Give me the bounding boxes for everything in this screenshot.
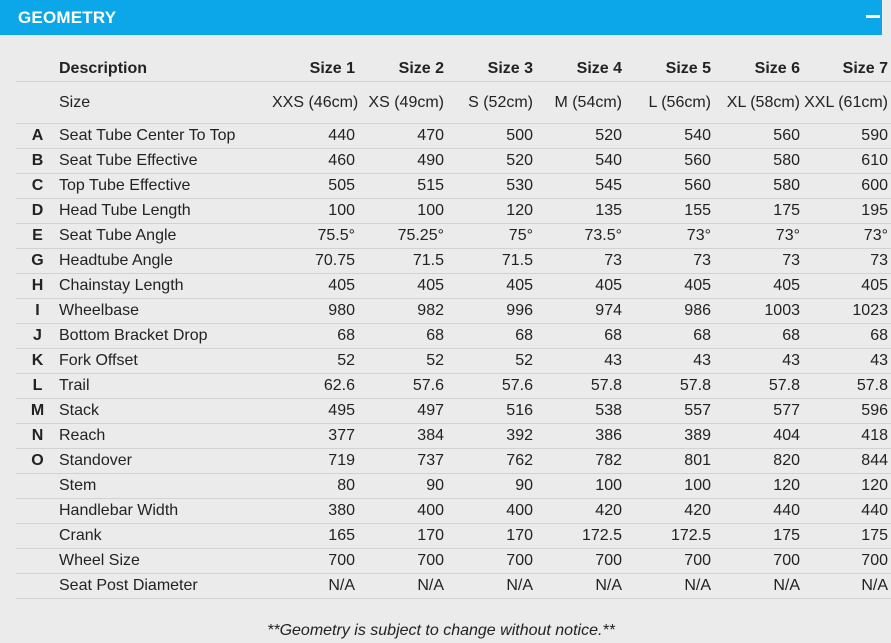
- size-value: M (54cm): [536, 82, 625, 124]
- cell-value: 73.5°: [536, 224, 625, 249]
- cell-value: 560: [714, 124, 803, 149]
- cell-value: 420: [625, 499, 714, 524]
- cell-value: 68: [625, 324, 714, 349]
- cell-value: 516: [447, 399, 536, 424]
- size-value: S (52cm): [447, 82, 536, 124]
- cell-value: 57.8: [714, 374, 803, 399]
- cell-value: 120: [803, 474, 891, 499]
- cell-value: 545: [536, 174, 625, 199]
- size-value: XXS (46cm): [272, 82, 358, 124]
- table-row: [16, 274, 891, 299]
- row-letter: [16, 574, 59, 599]
- cell-value: 495: [272, 399, 358, 424]
- cell-value: 71.5: [447, 249, 536, 274]
- cell-value: 700: [714, 549, 803, 574]
- cell-value: 700: [272, 549, 358, 574]
- size-header: Size 2: [358, 57, 447, 82]
- cell-value: 538: [536, 399, 625, 424]
- cell-value: 73°: [714, 224, 803, 249]
- row-letter: H: [16, 274, 59, 299]
- cell-value: 405: [625, 274, 714, 299]
- cell-value: 380: [272, 499, 358, 524]
- size-value: XL (58cm): [714, 82, 803, 124]
- cell-value: 596: [803, 399, 891, 424]
- cell-value: 405: [714, 274, 803, 299]
- cell-value: 700: [447, 549, 536, 574]
- size-header: Size 5: [625, 57, 714, 82]
- row-label: Seat Tube Angle: [59, 224, 272, 249]
- table-row: [16, 549, 891, 574]
- size-value: XS (49cm): [358, 82, 447, 124]
- cell-value: N/A: [803, 574, 891, 599]
- cell-value: 610: [803, 149, 891, 174]
- cell-value: 57.8: [803, 374, 891, 399]
- table-row: [16, 424, 891, 449]
- cell-value: 520: [536, 124, 625, 149]
- geometry-table: [16, 57, 891, 599]
- cell-value: 389: [625, 424, 714, 449]
- cell-value: 90: [447, 474, 536, 499]
- cell-value: 700: [536, 549, 625, 574]
- row-letter: O: [16, 449, 59, 474]
- cell-value: 737: [358, 449, 447, 474]
- row-label: Size: [59, 82, 272, 124]
- cell-value: 75.5°: [272, 224, 358, 249]
- cell-value: 405: [447, 274, 536, 299]
- row-letter: K: [16, 349, 59, 374]
- row-label: Reach: [59, 424, 272, 449]
- cell-value: 43: [714, 349, 803, 374]
- cell-value: 515: [358, 174, 447, 199]
- cell-value: 73: [803, 249, 891, 274]
- cell-value: 600: [803, 174, 891, 199]
- table-row: [16, 299, 891, 324]
- cell-value: 996: [447, 299, 536, 324]
- cell-value: 155: [625, 199, 714, 224]
- row-label: Trail: [59, 374, 272, 399]
- cell-value: 43: [536, 349, 625, 374]
- cell-value: N/A: [714, 574, 803, 599]
- table-row: [16, 199, 891, 224]
- cell-value: 120: [447, 199, 536, 224]
- cell-value: 386: [536, 424, 625, 449]
- cell-value: 700: [803, 549, 891, 574]
- row-letter: I: [16, 299, 59, 324]
- cell-value: 490: [358, 149, 447, 174]
- collapse-icon[interactable]: [866, 15, 880, 18]
- row-label: Crank: [59, 524, 272, 549]
- cell-value: 974: [536, 299, 625, 324]
- row-label: Bottom Bracket Drop: [59, 324, 272, 349]
- cell-value: 68: [803, 324, 891, 349]
- cell-value: 400: [447, 499, 536, 524]
- row-label: Fork Offset: [59, 349, 272, 374]
- cell-value: 68: [272, 324, 358, 349]
- row-letter: G: [16, 249, 59, 274]
- cell-value: 1003: [714, 299, 803, 324]
- table-row: [16, 574, 891, 599]
- cell-value: 440: [272, 124, 358, 149]
- cell-value: 52: [272, 349, 358, 374]
- cell-value: 75°: [447, 224, 536, 249]
- table-row: [16, 149, 891, 174]
- row-label: Stack: [59, 399, 272, 424]
- cell-value: 782: [536, 449, 625, 474]
- table-row: [16, 349, 891, 374]
- cell-value: 420: [536, 499, 625, 524]
- table-row: [16, 249, 891, 274]
- table-row: [16, 374, 891, 399]
- cell-value: 68: [714, 324, 803, 349]
- cell-value: 762: [447, 449, 536, 474]
- table-row: [16, 524, 891, 549]
- row-letter: J: [16, 324, 59, 349]
- cell-value: 377: [272, 424, 358, 449]
- row-letter: E: [16, 224, 59, 249]
- size-value: L (56cm): [625, 82, 714, 124]
- size-header: Size 3: [447, 57, 536, 82]
- row-letter: B: [16, 149, 59, 174]
- cell-value: 52: [447, 349, 536, 374]
- table-row: [16, 124, 891, 149]
- size-header: Size 6: [714, 57, 803, 82]
- row-label: Headtube Angle: [59, 249, 272, 274]
- cell-value: 90: [358, 474, 447, 499]
- row-letter: [16, 474, 59, 499]
- cell-value: 70.75: [272, 249, 358, 274]
- cell-value: N/A: [625, 574, 714, 599]
- cell-value: 986: [625, 299, 714, 324]
- cell-value: 982: [358, 299, 447, 324]
- size-value: XXL (61cm): [803, 82, 891, 124]
- cell-value: 57.8: [625, 374, 714, 399]
- cell-value: 175: [714, 199, 803, 224]
- cell-value: 404: [714, 424, 803, 449]
- cell-value: 440: [714, 499, 803, 524]
- row-letter: L: [16, 374, 59, 399]
- cell-value: 530: [447, 174, 536, 199]
- geometry-header[interactable]: [0, 0, 882, 35]
- cell-value: 57.6: [358, 374, 447, 399]
- cell-value: 1023: [803, 299, 891, 324]
- row-letter: A: [16, 124, 59, 149]
- table-row: [16, 449, 891, 474]
- cell-value: 505: [272, 174, 358, 199]
- cell-value: 68: [536, 324, 625, 349]
- geometry-footnote: **Geometry is subject to change without notice.**: [267, 622, 615, 639]
- cell-value: 73: [714, 249, 803, 274]
- cell-value: 100: [358, 199, 447, 224]
- cell-value: 700: [358, 549, 447, 574]
- row-letter: [16, 524, 59, 549]
- cell-value: 820: [714, 449, 803, 474]
- cell-value: 100: [625, 474, 714, 499]
- row-label: Seat Post Diameter: [59, 574, 272, 599]
- row-label: Handlebar Width: [59, 499, 272, 524]
- cell-value: 100: [536, 474, 625, 499]
- cell-value: 700: [625, 549, 714, 574]
- cell-value: 560: [625, 149, 714, 174]
- table-row: [16, 474, 891, 499]
- cell-value: 172.5: [536, 524, 625, 549]
- cell-value: 580: [714, 174, 803, 199]
- cell-value: 43: [625, 349, 714, 374]
- cell-value: 392: [447, 424, 536, 449]
- table-row: [16, 174, 891, 199]
- table-row: [16, 399, 891, 424]
- cell-value: 405: [803, 274, 891, 299]
- cell-value: N/A: [272, 574, 358, 599]
- cell-value: 165: [272, 524, 358, 549]
- cell-value: 418: [803, 424, 891, 449]
- cell-value: 400: [358, 499, 447, 524]
- row-label: Stem: [59, 474, 272, 499]
- cell-value: 68: [358, 324, 447, 349]
- cell-value: N/A: [536, 574, 625, 599]
- cell-value: 175: [714, 524, 803, 549]
- row-letter: [16, 549, 59, 574]
- cell-value: 52: [358, 349, 447, 374]
- row-letter: N: [16, 424, 59, 449]
- cell-value: 470: [358, 124, 447, 149]
- cell-value: 73°: [625, 224, 714, 249]
- row-label: Wheelbase: [59, 299, 272, 324]
- cell-value: 62.6: [272, 374, 358, 399]
- size-header: Size 4: [536, 57, 625, 82]
- cell-value: 135: [536, 199, 625, 224]
- section-title: GEOMETRY: [18, 7, 117, 27]
- cell-value: 172.5: [625, 524, 714, 549]
- row-label: Top Tube Effective: [59, 174, 272, 199]
- cell-value: 43: [803, 349, 891, 374]
- cell-value: 844: [803, 449, 891, 474]
- description-header: Description: [59, 57, 272, 82]
- cell-value: 500: [447, 124, 536, 149]
- cell-value: 580: [714, 149, 803, 174]
- cell-value: 68: [447, 324, 536, 349]
- row-label: Head Tube Length: [59, 199, 272, 224]
- cell-value: 73: [625, 249, 714, 274]
- row-label: Wheel Size: [59, 549, 272, 574]
- cell-value: 540: [536, 149, 625, 174]
- cell-value: 520: [447, 149, 536, 174]
- cell-value: 175: [803, 524, 891, 549]
- cell-value: 801: [625, 449, 714, 474]
- cell-value: N/A: [447, 574, 536, 599]
- cell-value: 540: [625, 124, 714, 149]
- cell-value: 405: [536, 274, 625, 299]
- cell-value: 577: [714, 399, 803, 424]
- row-letter: D: [16, 199, 59, 224]
- cell-value: 71.5: [358, 249, 447, 274]
- table-row: [16, 324, 891, 349]
- cell-value: 73: [536, 249, 625, 274]
- size-row: [16, 82, 891, 124]
- size-header: Size 7: [803, 57, 891, 82]
- row-label: Standover: [59, 449, 272, 474]
- cell-value: 460: [272, 149, 358, 174]
- cell-value: 384: [358, 424, 447, 449]
- cell-value: 100: [272, 199, 358, 224]
- cell-value: 560: [625, 174, 714, 199]
- table-header-row: [16, 57, 891, 82]
- row-label: Seat Tube Center To Top: [59, 124, 272, 149]
- cell-value: 497: [358, 399, 447, 424]
- row-letter: C: [16, 174, 59, 199]
- cell-value: 405: [272, 274, 358, 299]
- cell-value: 73°: [803, 224, 891, 249]
- cell-value: 75.25°: [358, 224, 447, 249]
- letter-header: [16, 57, 59, 82]
- cell-value: 980: [272, 299, 358, 324]
- row-letter: [16, 499, 59, 524]
- row-letter: M: [16, 399, 59, 424]
- size-header: Size 1: [272, 57, 358, 82]
- cell-value: 170: [447, 524, 536, 549]
- row-label: Chainstay Length: [59, 274, 272, 299]
- cell-value: 195: [803, 199, 891, 224]
- table-row: [16, 499, 891, 524]
- cell-value: 57.8: [536, 374, 625, 399]
- row-label: Seat Tube Effective: [59, 149, 272, 174]
- cell-value: N/A: [358, 574, 447, 599]
- table-row: [16, 224, 891, 249]
- cell-value: 557: [625, 399, 714, 424]
- cell-value: 170: [358, 524, 447, 549]
- cell-value: 590: [803, 124, 891, 149]
- cell-value: 57.6: [447, 374, 536, 399]
- cell-value: 80: [272, 474, 358, 499]
- cell-value: 719: [272, 449, 358, 474]
- cell-value: 120: [714, 474, 803, 499]
- cell-value: 440: [803, 499, 891, 524]
- cell-value: 405: [358, 274, 447, 299]
